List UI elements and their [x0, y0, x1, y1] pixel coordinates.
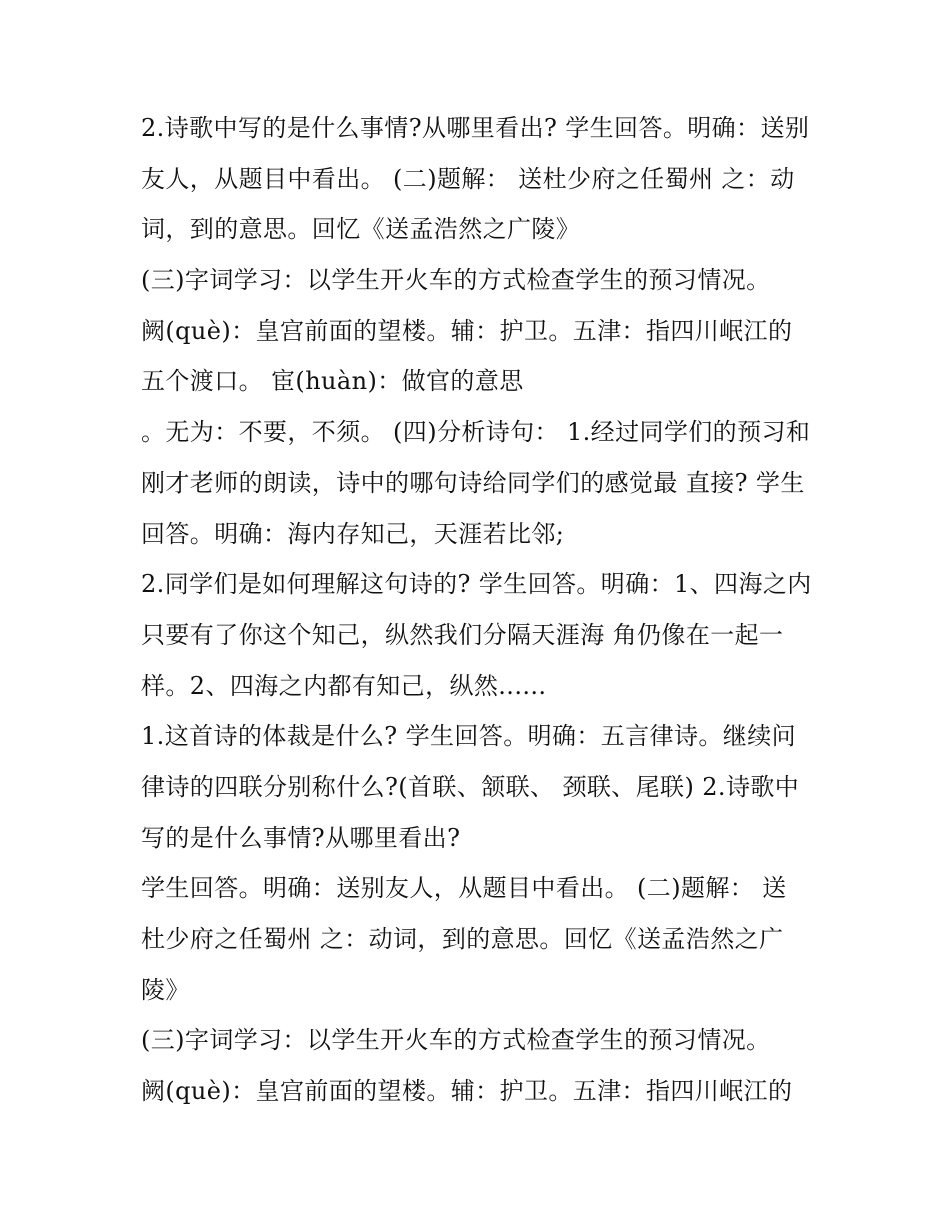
text-line: 刚才老师的朗读，诗中的哪句诗给同学们的感觉最 直接? 学生 [141, 468, 805, 497]
text-line: 五个渡口。 宦(huàn)：做官的意思 [141, 367, 524, 396]
text-line: 词，到的意思。回忆《送孟浩然之广陵》 [141, 215, 581, 244]
text-line: 回答。明确：海内存知己，天涯若比邻; [141, 519, 565, 548]
text-line: 学生回答。明确：送别友人，从题目中看出。 (二)题解： 送 [141, 874, 787, 903]
text-line: 样。2、四海之内都有知己，纵然...... [141, 671, 547, 700]
text-line: 2.诗歌中写的是什么事情?从哪里看出? 学生回答。明确：送别 [141, 114, 810, 142]
text-line: 律诗的四联分别称什么?(首联、颔联、 颈联、尾联) 2.诗歌中 [141, 772, 800, 801]
text-line: 1.这首诗的体裁是什么? 学生回答。明确：五言律诗。继续问 [141, 722, 796, 751]
document-body [141, 103, 821, 1117]
text-line: 。无为：不要，不须。 (四)分析诗句： 1.经过同学们的预习和 [141, 418, 811, 447]
text-line: 只要有了你这个知己，纵然我们分隔天涯海 角仍像在一起一 [141, 620, 784, 649]
text-line: 阙(què)：皇宫前面的望楼。辅：护卫。五津：指四川岷江的 [141, 1077, 793, 1106]
text-line: 写的是什么事情?从哪里看出? [141, 823, 461, 852]
text-line: 阙(què)：皇宫前面的望楼。辅：护卫。五津：指四川岷江的 [141, 316, 793, 345]
text-line: (三)字词学习：以学生开火车的方式检查学生的预习情况。 [141, 266, 771, 295]
text-line: (三)字词学习：以学生开火车的方式检查学生的预习情况。 [141, 1026, 771, 1055]
text-line: 陵》 [141, 975, 190, 1004]
text-line: 2.同学们是如何理解这句诗的? 学生回答。明确：1、四海之内 [141, 570, 812, 599]
text-line: 杜少府之任蜀州 之：动词，到的意思。回忆《送孟浩然之广 [141, 925, 784, 953]
text-line: 友人，从题目中看出。 (二)题解： 送杜少府之任蜀州 之：动 [141, 164, 795, 193]
